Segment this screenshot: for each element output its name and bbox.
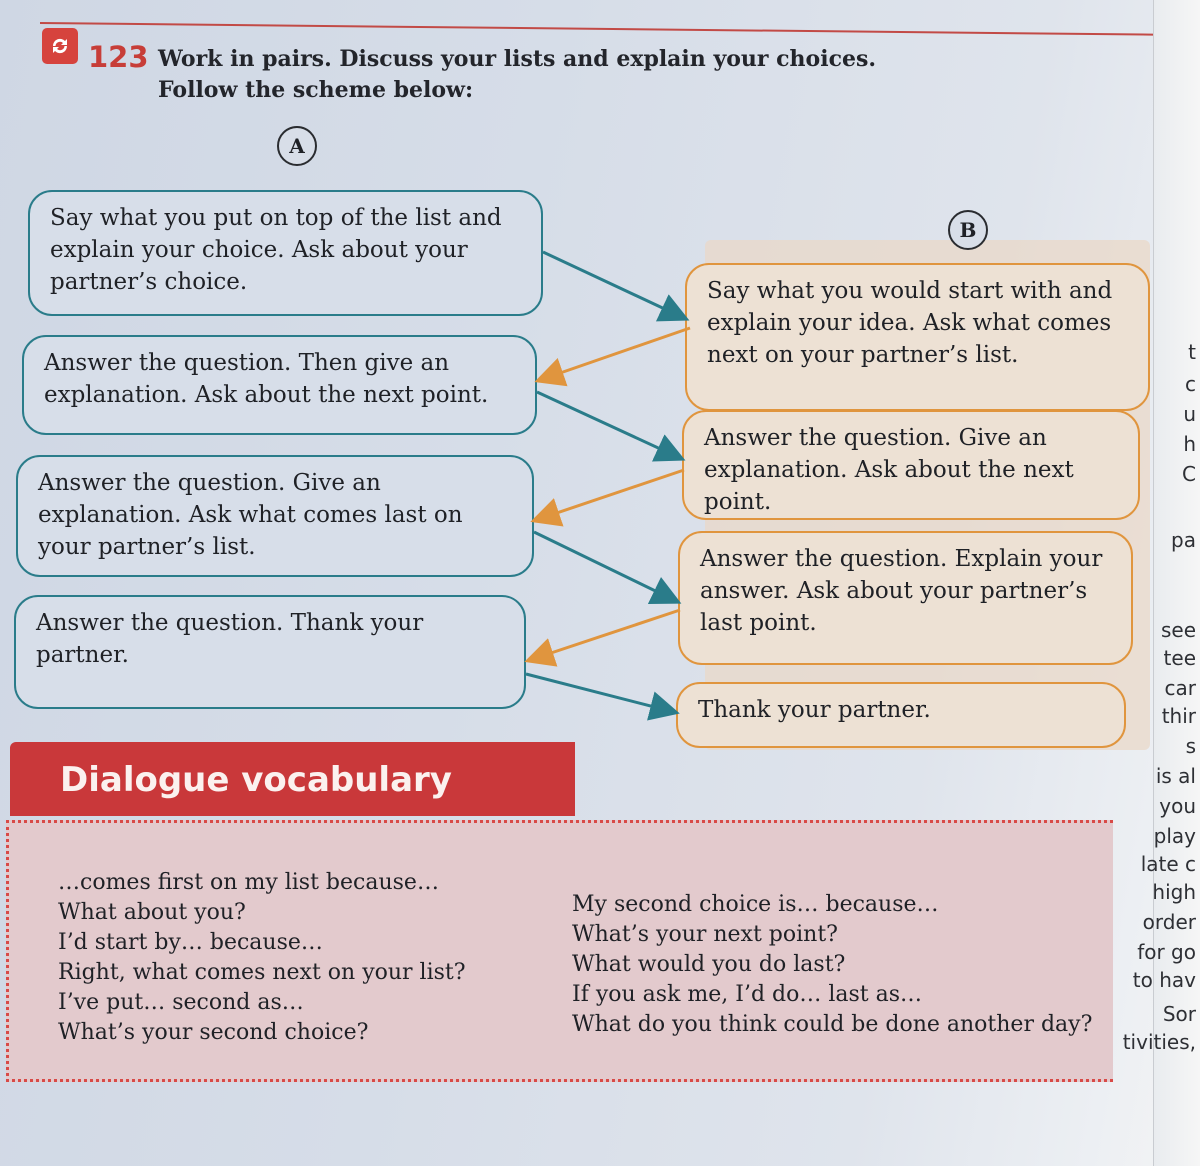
speaker-a-label: A xyxy=(277,126,317,166)
arrow-b2-to-a3 xyxy=(536,470,684,520)
fragment: play xyxy=(1153,824,1196,848)
arrow-a2-to-b2 xyxy=(537,392,680,458)
b-step-3: Answer the question. Explain your answer. Ask about your partner’s last point. xyxy=(678,531,1133,665)
arrow-a4-to-b4 xyxy=(526,674,674,712)
vocab-phrase: If you ask me, I’d do… last as… xyxy=(572,982,923,1007)
adjacent-page-fragments xyxy=(1122,0,1200,1166)
vocab-phrase: I’d start by… because… xyxy=(58,930,323,955)
fragment: C xyxy=(1182,462,1196,486)
fragment: high xyxy=(1152,880,1196,904)
fragment: c xyxy=(1185,372,1196,396)
vocab-phrase: My second choice is… because… xyxy=(572,892,939,917)
vocab-phrase: What do you think could be done another day? xyxy=(572,1012,1093,1037)
vocab-phrase: What’s your next point? xyxy=(572,922,838,947)
a-step-2: Answer the question. Then give an explanation. Ask about the next point. xyxy=(22,335,537,435)
arrow-a1-to-b1 xyxy=(543,252,684,318)
b-step-4: Thank your partner. xyxy=(676,682,1126,748)
fragment: h xyxy=(1183,432,1196,456)
fragment: car xyxy=(1164,676,1196,700)
fragment: see xyxy=(1160,618,1196,642)
top-rule xyxy=(40,22,1160,36)
fragment: tee xyxy=(1163,646,1196,670)
a-step-3: Answer the question. Give an explanation. Ask what comes last on your partner’s list. xyxy=(16,455,534,577)
fragment: u xyxy=(1183,402,1196,426)
fragment: you xyxy=(1159,794,1196,818)
fragment: t xyxy=(1188,340,1196,364)
fragment: s xyxy=(1185,734,1196,758)
exercise-number: 123 xyxy=(88,40,149,74)
vocab-phrase: Right, what comes next on your list? xyxy=(58,960,466,985)
vocab-phrase: What about you? xyxy=(58,900,246,925)
b-step-2: Answer the question. Give an explanation. Ask about the next point. xyxy=(682,410,1140,520)
fragment: to hav xyxy=(1132,968,1196,992)
arrow-a3-to-b3 xyxy=(534,532,676,601)
vocabulary-left-column xyxy=(58,868,466,1048)
vocab-phrase: …comes first on my list because… xyxy=(58,870,439,895)
instruction-line-1: Work in pairs. Discuss your lists and explain your choices. xyxy=(158,46,877,72)
fragment: tivities, xyxy=(1122,1030,1196,1054)
vocab-phrase: What’s your second choice? xyxy=(58,1020,369,1045)
fragment: is al xyxy=(1155,764,1196,788)
vocab-phrase: What would you do last? xyxy=(572,952,846,977)
fragment: Sor xyxy=(1162,1002,1196,1026)
fragment: order xyxy=(1142,910,1196,934)
arrow-b1-to-a2 xyxy=(540,328,690,380)
arrow-b3-to-a4 xyxy=(530,610,680,660)
a-step-1: Say what you put on top of the list and explain your choice. Ask about your partner’s choice. xyxy=(28,190,543,316)
pair-work-icon xyxy=(42,28,78,64)
b-step-1: Say what you would start with and explain your idea. Ask what comes next on your partner’s list. xyxy=(685,263,1150,411)
fragment: thir xyxy=(1161,704,1196,728)
a-step-4: Answer the question. Thank your partner. xyxy=(14,595,526,709)
fragment: for go xyxy=(1137,940,1196,964)
fragment: pa xyxy=(1171,528,1196,552)
vocabulary-right-column xyxy=(572,890,1092,1040)
speaker-b-label: B xyxy=(948,210,988,250)
instruction-line-2: Follow the scheme below: xyxy=(158,77,474,103)
vocabulary-title: Dialogue vocabulary xyxy=(60,760,452,800)
fragment: late c xyxy=(1140,852,1196,876)
vocab-phrase: I’ve put… second as… xyxy=(58,990,304,1015)
